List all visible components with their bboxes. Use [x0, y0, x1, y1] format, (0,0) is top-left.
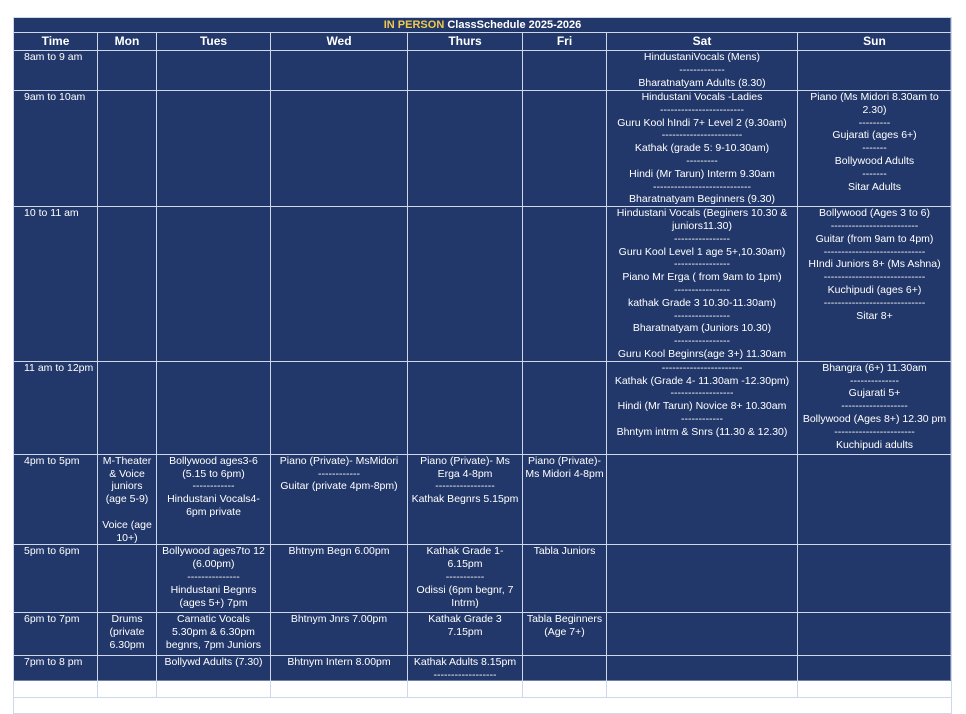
class-cell-tues [157, 361, 271, 454]
class-cell-fri [523, 545, 607, 613]
class-cell-thurs [408, 361, 523, 454]
footer-note: Commencement of classes is subject to enrollments.KultureKoolreservestherights to reschedule/cancel classes [14, 698, 952, 714]
class-entry: Bollywood (Ages 3 to 6) ------------------------- Guitar (from 9am to 4pm) ----------------------------- HIndi Juniors 8+ (Ms Ashna) ----------------------------- Kuchipudi (ages 6+) ----------------------------- Sitar 8+ [808, 207, 941, 322]
time-slot-cell: 6pm to 7pm [14, 613, 98, 656]
class-cell-fri [523, 207, 607, 362]
time-slot-cell: 7pm to 8 pm [14, 656, 98, 698]
class-entry: ----------------------- Kathak (Grade 4- 11.30am -12.30pm) ------------------ Hindi (Mr Tarun) Novice 8+ 10.30am ------------ Bhntym intrm & Snrs (11.30 & 12.30) [614, 361, 790, 438]
class-cell-mon [98, 91, 157, 207]
class-entry: Bhtnym Intern 8.00pm [287, 656, 391, 669]
col-header-sun: Sun [798, 33, 952, 51]
class-cell-fri [523, 361, 607, 454]
class-entry: Bhangra (6+) 11.30am -------------- Gujarati 5+ ------------------- Bollywood (Ages 8+) 12.30 pm ----------------------- Kuchipudi adults [802, 361, 947, 451]
col-header-mon: Mon [98, 33, 157, 51]
time-slot-cell: 4pm to 5pm [14, 454, 98, 545]
class-entry: Kathak Grade 1- 6.15pm ----------- Odissi (6pm begnr, 7 Intrm) [416, 545, 514, 609]
class-entry: HindustaniVocals (Mens) ------------- Bharatnatyam Adults (8.30) [638, 51, 766, 89]
class-cell-tues [157, 613, 271, 656]
class-entry: Kathak Adults 8.15pm ------------------ Bollyx Adults:7.45pm [413, 656, 517, 694]
class-entry: Bhtnym Begn 6.00pm [288, 545, 390, 558]
class-cell-thurs [408, 545, 523, 613]
class-cell-sat [607, 91, 798, 207]
class-cell-mon [98, 454, 157, 545]
schedule-row [14, 361, 952, 454]
class-cell-sun [798, 656, 952, 698]
class-cell-sun [798, 207, 952, 362]
col-header-thurs: Thurs [408, 33, 523, 51]
class-cell-wed [271, 51, 408, 91]
class-cell-thurs [408, 613, 523, 656]
class-cell-sat [607, 51, 798, 91]
class-cell-sun [798, 91, 952, 207]
class-cell-sun [798, 51, 952, 91]
time-slot-cell: 5pm to 6pm [14, 545, 98, 613]
class-entry: Piano (Private)- Ms Erga 4-8pm ----------------- Kathak Begnrs 5.15pm [411, 454, 519, 506]
class-cell-thurs [408, 91, 523, 207]
col-header-sat: Sat [607, 33, 798, 51]
class-cell-sun [798, 613, 952, 656]
class-cell-tues [157, 545, 271, 613]
title-highlight: IN PERSON [383, 19, 445, 31]
class-entry: Bollywd Adults (7.30) [164, 656, 263, 669]
schedule-row [14, 207, 952, 362]
class-entry: Tabla Juniors [533, 545, 596, 558]
class-cell-wed [271, 91, 408, 207]
class-entry: Kathak Grade 3 7.15pm [428, 613, 502, 639]
class-cell-fri [523, 51, 607, 91]
schedule-row [14, 613, 952, 656]
schedule-title [14, 18, 952, 33]
class-cell-sat [607, 454, 798, 545]
class-cell-thurs [408, 656, 523, 698]
class-cell-mon [98, 51, 157, 91]
title-text: ClassSchedule 2025-2026 [444, 19, 582, 31]
class-entry: Bollywood ages3-6 (5.15 to 6pm) ------------ Hindustani Vocals4-6pm private [167, 454, 260, 518]
class-entry: Tabla Beginners (Age 7+) [526, 613, 603, 639]
class-cell-wed [271, 656, 408, 698]
class-entry: Piano (Ms Midori 8.30am to 2.30) --------- Gujarati (ages 6+) ------- Bollywood Adults ------- Sitar Adults [810, 91, 939, 193]
class-cell-wed [271, 361, 408, 454]
col-header-time: Time [14, 33, 98, 51]
time-slot-cell: 10 to 11 am [14, 207, 98, 362]
schedule-row [14, 51, 952, 91]
class-entry: Drums (private 6.30pm [109, 613, 145, 651]
class-entry: Piano (Private)- Ms Midori 4-8pm [525, 454, 604, 480]
class-cell-mon [98, 613, 157, 656]
class-cell-sat [607, 613, 798, 656]
class-cell-mon [98, 656, 157, 698]
class-cell-fri [523, 454, 607, 545]
class-cell-tues [157, 91, 271, 207]
class-cell-tues [157, 656, 271, 698]
class-cell-sat [607, 545, 798, 613]
class-cell-wed [271, 454, 408, 545]
col-header-fri: Fri [523, 33, 607, 51]
class-cell-mon [98, 545, 157, 613]
class-cell-sun [798, 454, 952, 545]
class-cell-thurs [408, 51, 523, 91]
class-cell-fri [523, 656, 607, 698]
class-schedule-table [13, 17, 952, 714]
column-header-row [14, 33, 952, 51]
time-slot-cell: 11 am to 12pm [14, 361, 98, 454]
class-cell-wed [271, 613, 408, 656]
schedule-row [14, 91, 952, 207]
class-cell-sat [607, 656, 798, 698]
class-entry: Bhtnym Jnrs 7.00pm [290, 613, 388, 626]
class-cell-tues [157, 51, 271, 91]
class-entry: Hindustani Vocals (Beginers 10.30 & juniors11.30) ---------------- Guru Kool Level 1 age 5+,10.30am) ---------------- Piano Mr Erga ( from 9am to 1pm) ---------------- kathak Grade 3 10.30-11.30am) ---------------- Bharatnatyam (Juniors 10.30) ---------------- Guru Kool Beginrs(age 3+) 11.30am [616, 207, 788, 360]
class-cell-sat [607, 361, 798, 454]
class-cell-sun [798, 361, 952, 454]
class-entry: Piano (Private)- MsMidori ------------ Guitar (private 4pm-8pm) [279, 454, 399, 493]
class-cell-mon [98, 361, 157, 454]
class-entry: Bollywood ages7to 12 (6.00pm) --------------- Hindustani Begnrs (ages 5+) 7pm [162, 545, 265, 609]
class-cell-wed [271, 545, 408, 613]
class-entry: Carnatic Vocals 5.30pm & 6.30pm begnrs, 7pm Juniors [165, 613, 262, 651]
schedule-row [14, 454, 952, 545]
class-cell-tues [157, 207, 271, 362]
class-cell-tues [157, 454, 271, 545]
class-cell-sun [798, 545, 952, 613]
class-cell-thurs [408, 454, 523, 545]
class-cell-wed [271, 207, 408, 362]
class-cell-sat [607, 207, 798, 362]
class-cell-mon [98, 207, 157, 362]
class-entry: M-Theater & Voice juniors (age 5-9) Voice (age 10+) [102, 454, 152, 544]
time-slot-cell: 9am to 10am [14, 91, 98, 207]
schedule-row [14, 656, 952, 698]
class-cell-thurs [408, 207, 523, 362]
col-header-tues: Tues [157, 33, 271, 51]
class-cell-fri [523, 613, 607, 656]
time-slot-cell: 8am to 9 am [14, 51, 98, 91]
class-cell-fri [523, 91, 607, 207]
schedule-row [14, 545, 952, 613]
col-header-wed: Wed [271, 33, 408, 51]
class-entry: Hindustani Vocals -Ladies ------------------------ Guru Kool hIndi 7+ Level 2 (9.30am) ----------------------- Kathak (grade 5: 9-10.30am) --------- Hindi (Mr Tarun) Interm 9.30am ---------------------------- Bharatnatyam Beginners (9.30) [617, 91, 787, 206]
